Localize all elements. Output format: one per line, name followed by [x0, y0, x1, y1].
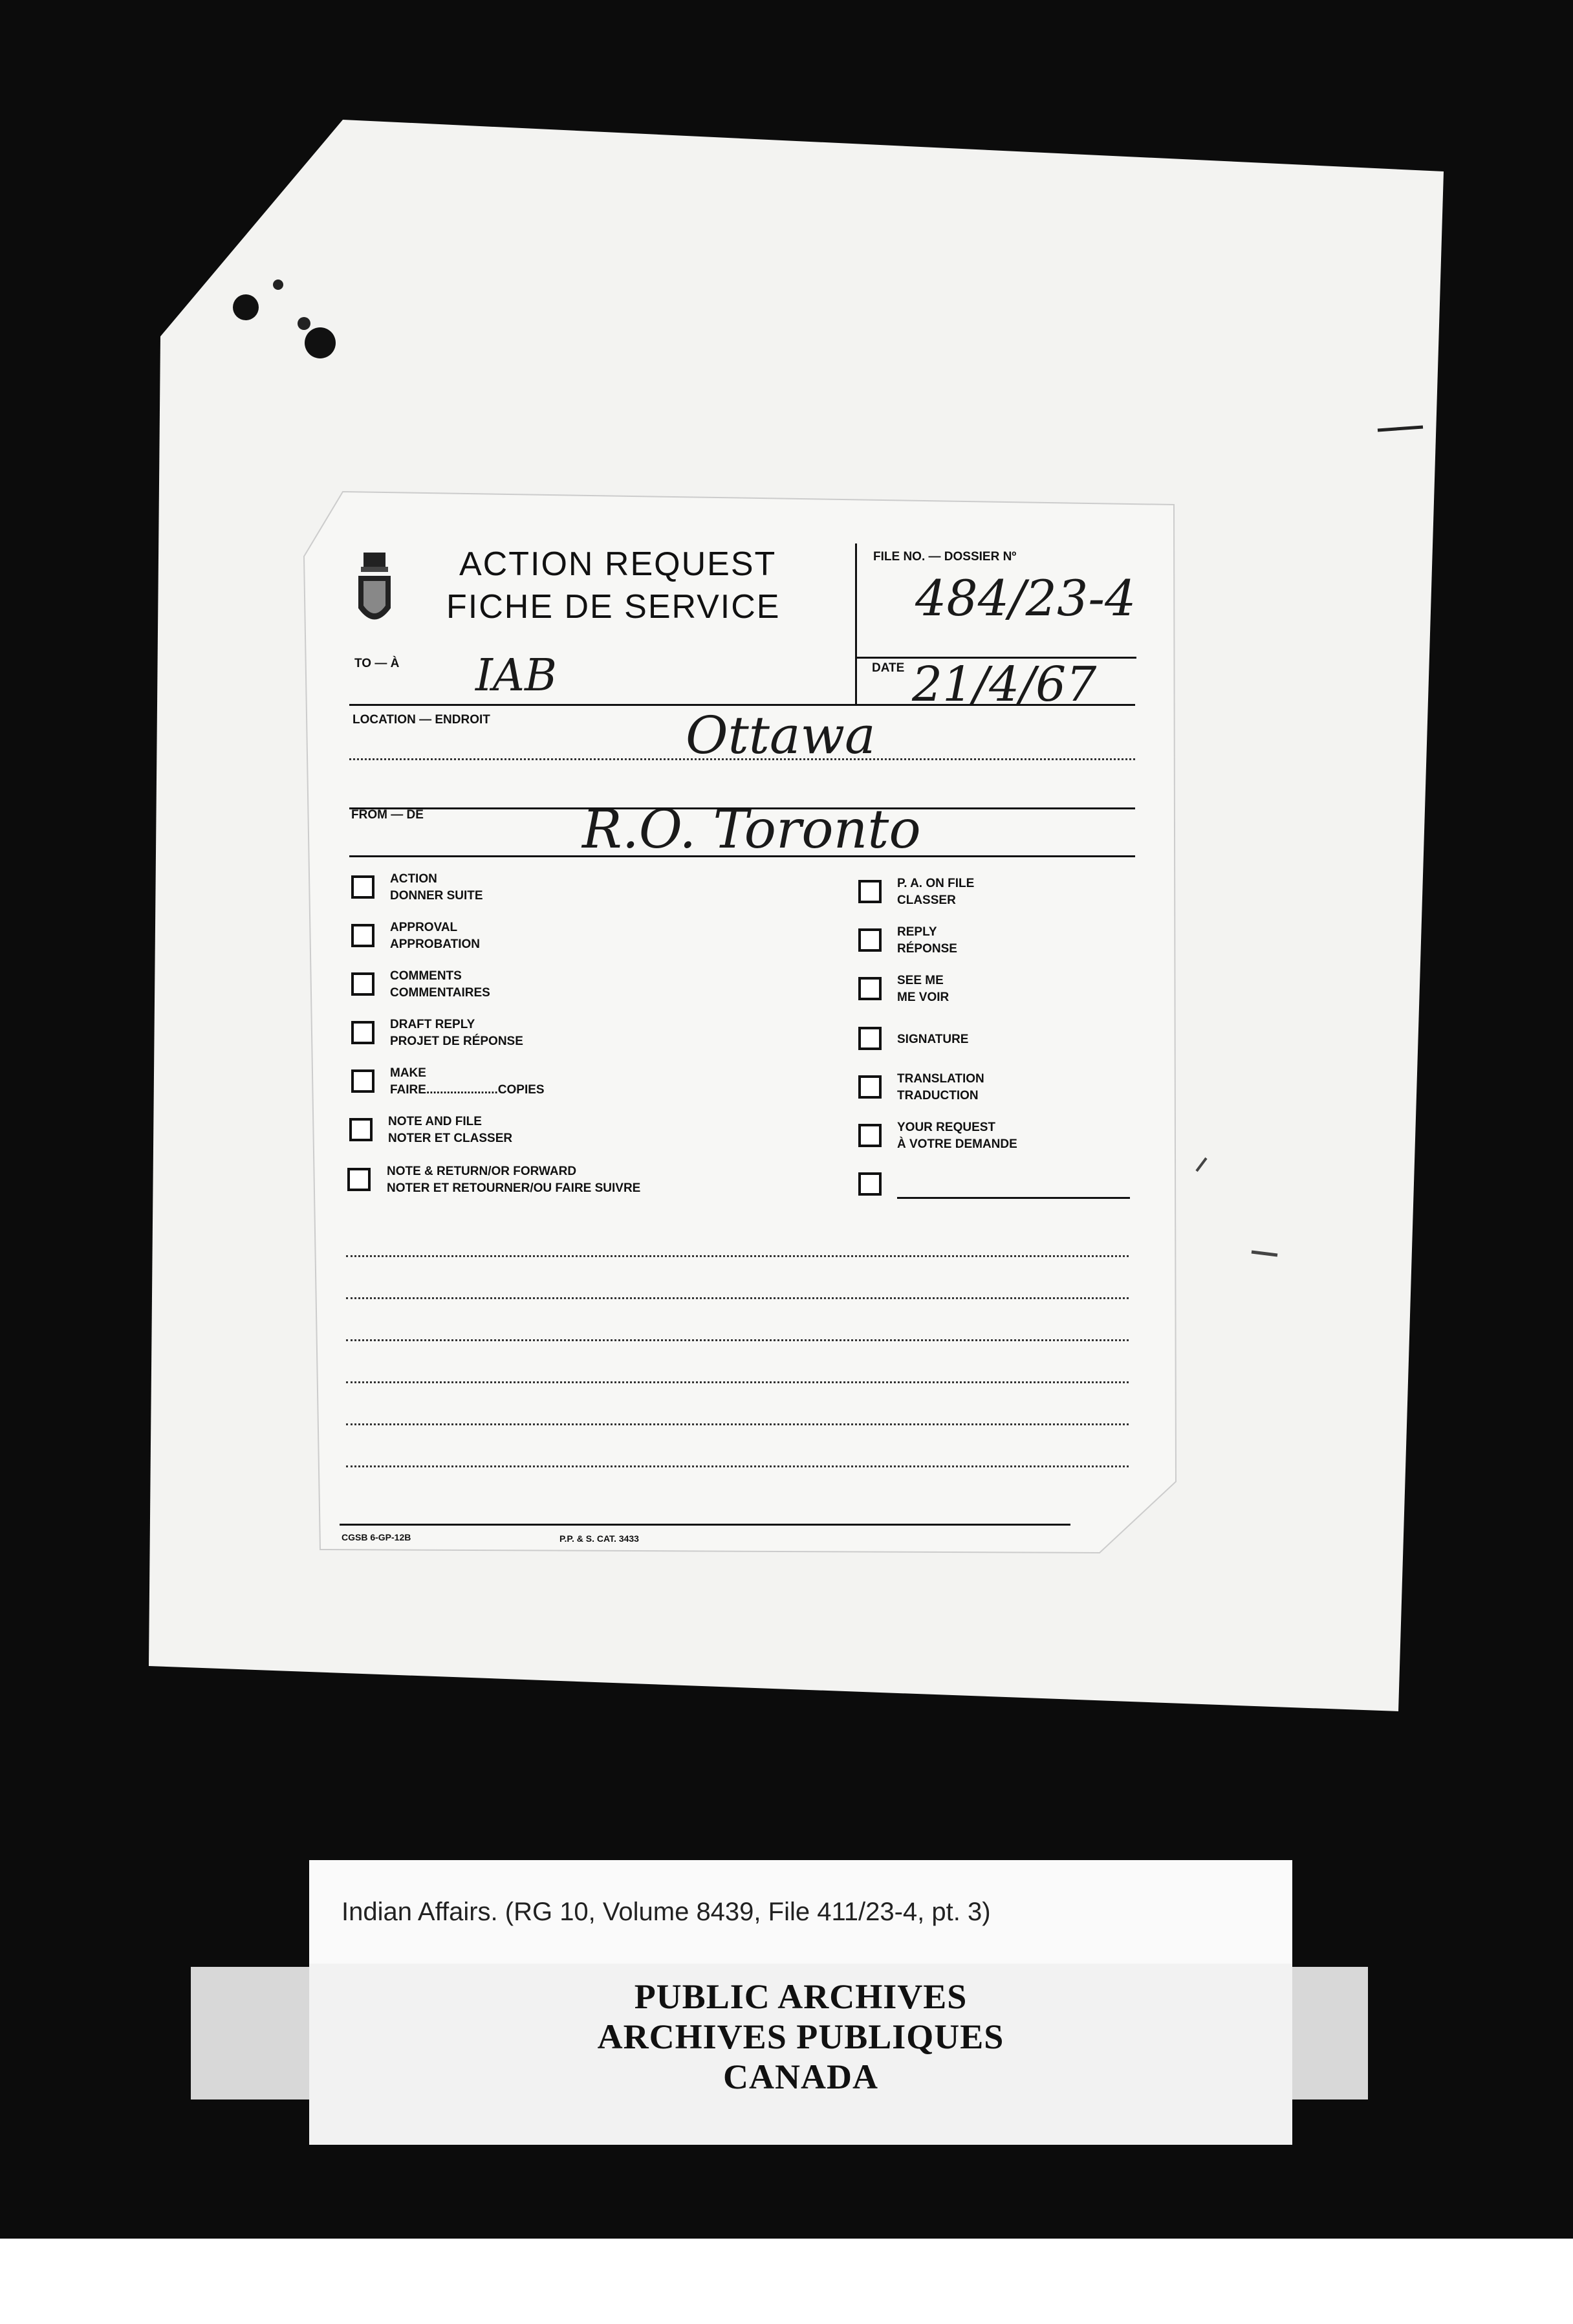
- to-label: TO — À: [354, 657, 400, 670]
- draft-reply-label-fr: PROJET DE RÉPONSE: [390, 1035, 523, 1048]
- form-code: CGSB 6-GP-12B: [342, 1532, 411, 1542]
- pa-on-file-label-en: P. A. ON FILE: [897, 877, 975, 890]
- reply-checkbox[interactable]: [858, 928, 882, 952]
- comments-label-fr: COMMENTAIRES: [390, 986, 490, 1000]
- reply-label-fr: RÉPONSE: [897, 942, 957, 956]
- note-and-file-checkbox[interactable]: [349, 1118, 373, 1141]
- pa-on-file-checkbox[interactable]: [858, 880, 882, 903]
- your-request-checkbox[interactable]: [858, 1124, 882, 1147]
- date-label: DATE: [872, 661, 905, 675]
- draft-reply-label-en: DRAFT REPLY: [390, 1018, 475, 1031]
- your-request-label-fr: À VOTRE DEMANDE: [897, 1137, 1017, 1151]
- note-return-checkbox[interactable]: [347, 1168, 371, 1191]
- form-title-en: ACTION REQUEST: [459, 545, 777, 583]
- translation-label-en: TRANSLATION: [897, 1072, 984, 1086]
- form-title-fr: FICHE DE SERVICE: [446, 588, 781, 626]
- action-checkbox[interactable]: [351, 875, 374, 899]
- archives-line-3: CANADA: [723, 2057, 878, 2096]
- pa-on-file-label-fr: CLASSER: [897, 893, 956, 907]
- location-line: [349, 758, 1135, 760]
- other-blank-line[interactable]: [897, 1197, 1130, 1199]
- source-label-strip: [309, 1860, 1292, 1970]
- archives-line-1: PUBLIC ARCHIVES: [634, 1977, 968, 2016]
- make-copies-label-en: MAKE: [390, 1066, 426, 1080]
- note-return-label-fr: NOTER ET RETOURNER/OU FAIRE SUIVRE: [387, 1181, 641, 1195]
- header-divider: [855, 543, 857, 705]
- remarks-line[interactable]: [346, 1423, 1129, 1425]
- translation-label-fr: TRADUCTION: [897, 1089, 979, 1102]
- from-value[interactable]: R.O. Toronto: [582, 799, 921, 861]
- make-copies-checkbox[interactable]: [351, 1069, 374, 1093]
- location-label: LOCATION — ENDROIT: [353, 713, 490, 727]
- file-no-value[interactable]: 484/23-4: [915, 569, 1136, 627]
- note-and-file-label-en: NOTE AND FILE: [388, 1115, 482, 1128]
- from-line-top: [349, 807, 1135, 809]
- archives-stamp: [309, 1964, 1292, 2145]
- signature-checkbox[interactable]: [858, 1027, 882, 1050]
- archives-line-2: ARCHIVES PUBLIQUES: [597, 2017, 1004, 2056]
- file-no-label: FILE NO. — DOSSIER Nº: [873, 550, 1017, 564]
- crest-icon: [354, 550, 395, 634]
- remarks-line[interactable]: [346, 1381, 1129, 1383]
- footer-line: [340, 1524, 1070, 1526]
- from-label: FROM — DE: [351, 808, 424, 822]
- other-checkbox[interactable]: [858, 1172, 882, 1196]
- approval-label-fr: APPROBATION: [390, 937, 480, 951]
- note-return-label-en: NOTE & RETURN/OR FORWARD: [387, 1165, 577, 1178]
- date-value[interactable]: 21/4/67: [912, 657, 1097, 712]
- comments-checkbox[interactable]: [351, 972, 374, 996]
- remarks-line[interactable]: [346, 1339, 1129, 1341]
- signature-label: SIGNATURE: [897, 1033, 969, 1046]
- comments-label-en: COMMENTS: [390, 969, 462, 983]
- reply-label-en: REPLY: [897, 925, 937, 939]
- catalogue-number: P.P. & S. CAT. 3433: [559, 1533, 639, 1544]
- location-value[interactable]: Ottawa: [686, 705, 876, 765]
- make-copies-label-fr: FAIRE.....................COPIES: [390, 1083, 545, 1097]
- approval-checkbox[interactable]: [351, 924, 374, 947]
- remarks-line[interactable]: [346, 1255, 1129, 1257]
- action-label-en: ACTION: [390, 872, 437, 886]
- see-me-label-en: SEE ME: [897, 974, 944, 987]
- see-me-label-fr: ME VOIR: [897, 991, 949, 1004]
- approval-label-en: APPROVAL: [390, 921, 458, 934]
- translation-checkbox[interactable]: [858, 1075, 882, 1099]
- note-and-file-label-fr: NOTER ET CLASSER: [388, 1132, 513, 1145]
- your-request-label-en: YOUR REQUEST: [897, 1121, 996, 1134]
- source-reference: Indian Affairs. (RG 10, Volume 8439, File 411/23-4, pt. 3): [342, 1898, 991, 1926]
- remarks-line[interactable]: [346, 1297, 1129, 1299]
- to-value[interactable]: IAB: [475, 650, 557, 701]
- see-me-checkbox[interactable]: [858, 977, 882, 1000]
- from-line-bottom: [349, 855, 1135, 857]
- remarks-line[interactable]: [346, 1465, 1129, 1467]
- draft-reply-checkbox[interactable]: [351, 1021, 374, 1044]
- action-label-fr: DONNER SUITE: [390, 889, 483, 903]
